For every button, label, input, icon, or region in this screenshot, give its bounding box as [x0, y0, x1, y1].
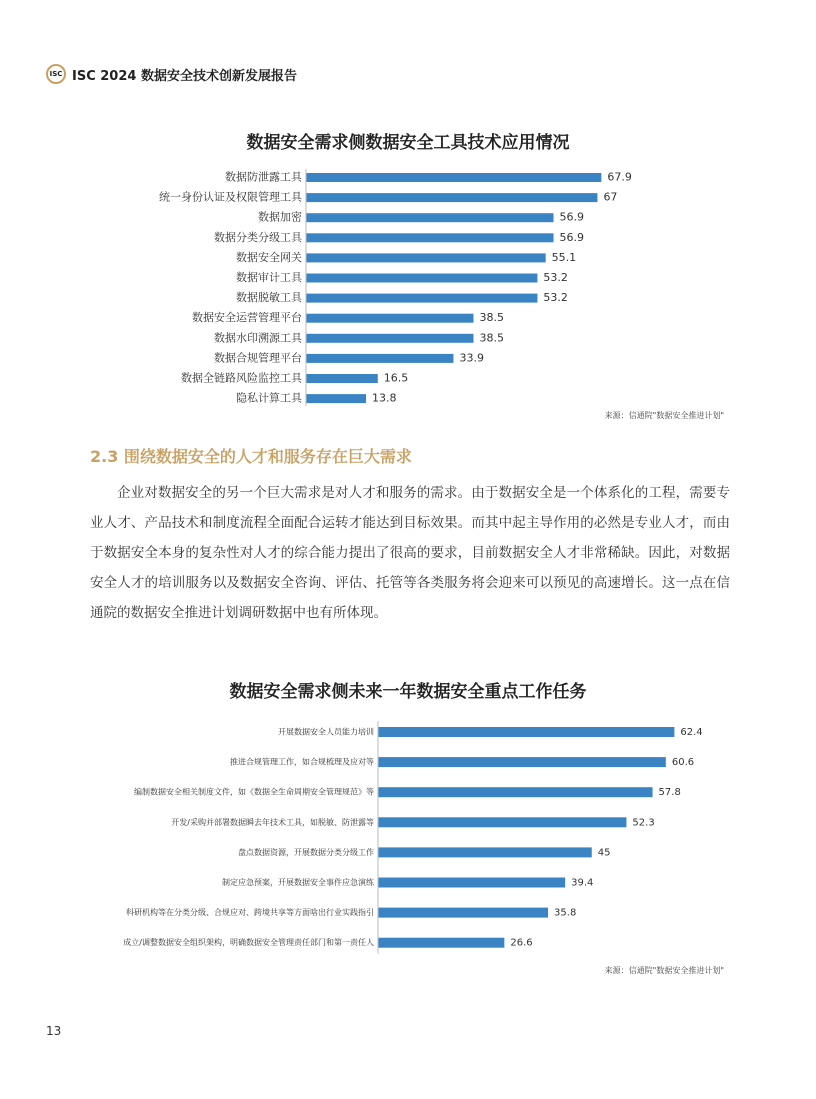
- chart1-bar: [306, 233, 554, 242]
- chart1-bar: [306, 314, 473, 323]
- chart2-category-label: 盘点数据资源，开展数据分类分级工作: [238, 847, 374, 857]
- chart1-bar: [306, 374, 378, 383]
- chart1-category-label: 数据安全运营管理平台: [192, 311, 302, 325]
- chart2-bar: [378, 847, 592, 857]
- chart2-value-label: 26.6: [510, 937, 533, 949]
- chart2-bar: [378, 727, 674, 737]
- chart1-value-label: 55.1: [551, 250, 577, 264]
- chart2-category-label: 推进合规管理工作，如合规梳理及应对等: [230, 757, 374, 767]
- chart1-value-label: 38.5: [479, 311, 504, 325]
- chart2-source: 来源：信通院"数据安全推进计划": [604, 966, 724, 975]
- chart1-title: 数据安全需求侧数据安全工具技术应用情况: [246, 133, 570, 153]
- chart2-bar: [378, 908, 548, 918]
- section-paragraph: 企业对数据安全的另一个巨大需求是对人才和服务的需求。由于数据安全是一个体系化的工程，需要专业人才、产品技术和制度流程全面配合运转才能达到目标效果。而其中起主导作用的必然是专业人才，而由于数据安全本身的复杂性对人才的综合能力提出了很高的要求，目前数据安全人才非常稀缺。因此，对数据安全人才的培训服务以及数据安全咨询、评估、托管等各类服务将会迎来可以预见的高速增长。这一点在信通院的数据安全推进计划调研数据中也有所体现。: [90, 485, 730, 621]
- chart1-value-label: 56.9: [559, 230, 585, 244]
- chart2-value-label: 60.6: [671, 757, 695, 769]
- chart1-value-label: 13.8: [372, 391, 397, 405]
- logo-text: ISC: [49, 70, 63, 78]
- chart1-svg: [0, 166, 816, 406]
- chart1-bar: [306, 334, 473, 343]
- chart1-value-label: 53.2: [543, 291, 568, 305]
- chart1-bar: [306, 253, 546, 262]
- report-title: ISC 2024 数据安全技术创新发展报告: [72, 68, 297, 84]
- chart1-value-label: 33.9: [459, 351, 484, 365]
- chart2-value-label: 62.4: [680, 727, 703, 738]
- chart2-category-label: 开展数据安全人员能力培训: [278, 727, 374, 737]
- chart1-value-label: 53.2: [543, 271, 568, 284]
- chart2-value-label: 45: [597, 847, 611, 859]
- chart1-value-label: 67: [603, 190, 618, 204]
- chart1-category-label: 数据合规管理平台: [214, 351, 302, 365]
- chart2-title: 数据安全需求侧未来一年数据安全重点工作任务: [229, 682, 587, 702]
- page-header: [46, 62, 297, 86]
- chart1-value-label: 16.5: [383, 371, 409, 385]
- chart1-value-label: 67.9: [607, 170, 632, 184]
- chart2-value-label: 52.3: [632, 817, 655, 829]
- chart2-category-label: 制定应急预案，开展数据安全事件应急演练: [222, 878, 374, 887]
- chart2-category-label: 开发/采购并部署数据瞬去年技术工具，如脱敏、防泄露等: [171, 817, 374, 827]
- chart2-bar: [378, 938, 504, 948]
- chart1-category-label: 数据脱敏工具: [236, 291, 302, 305]
- chart1-bar: [306, 274, 537, 283]
- chart2-bar: [378, 757, 666, 767]
- page-number: 13: [46, 1024, 62, 1038]
- chart2-value-label: 39.4: [571, 877, 594, 889]
- chart1-category-label: 数据水印溯源工具: [214, 331, 302, 345]
- chart1-category-label: 隐私计算工具: [236, 391, 302, 405]
- chart2-category-label: 成立/调整数据安全组织架构，明确数据安全管理责任部门和第一责任人: [123, 938, 374, 948]
- chart1-bar: [306, 193, 597, 202]
- chart1-category-label: 统一身份认证及权限管理工具: [159, 190, 302, 204]
- chart1-category-label: 数据防泄露工具: [225, 170, 302, 184]
- chart1-bar: [306, 213, 554, 222]
- chart1-category-label: 数据全链路风险监控工具: [181, 371, 302, 385]
- chart1-bar: [306, 354, 453, 363]
- chart2-value-label: 57.8: [658, 787, 681, 799]
- chart2-bar: [378, 878, 565, 888]
- chart1-category-label: 数据审计工具: [236, 271, 302, 284]
- isc-logo-icon: [46, 64, 66, 84]
- chart1-value-label: 56.9: [559, 210, 585, 224]
- chart2-value-label: 35.8: [554, 907, 577, 919]
- chart2-svg: [0, 720, 816, 960]
- chart1-source: 来源：信通院"数据安全推进计划": [604, 411, 724, 420]
- chart1-bar: [306, 294, 537, 303]
- chart1-bar: [306, 173, 601, 182]
- chart2-category-label: 编制数据安全相关制度文件，如《数据全生命周期安全管理规范》等: [134, 787, 374, 797]
- section-heading: 2.3 围绕数据安全的人才和服务存在巨大需求: [90, 447, 412, 466]
- chart1-value-label: 38.5: [479, 331, 504, 345]
- chart1-category-label: 数据加密: [258, 210, 302, 224]
- chart1-category-label: 数据分类分级工具: [214, 230, 302, 244]
- chart2-bar: [378, 787, 653, 797]
- chart1-bar: [306, 394, 366, 403]
- chart1-category-label: 数据安全网关: [236, 250, 302, 264]
- chart2-category-label: 科研机构等在分类分级、合规应对、跨境共享等方面啥出行业实践指引: [126, 908, 374, 918]
- chart2-bar: [378, 817, 626, 827]
